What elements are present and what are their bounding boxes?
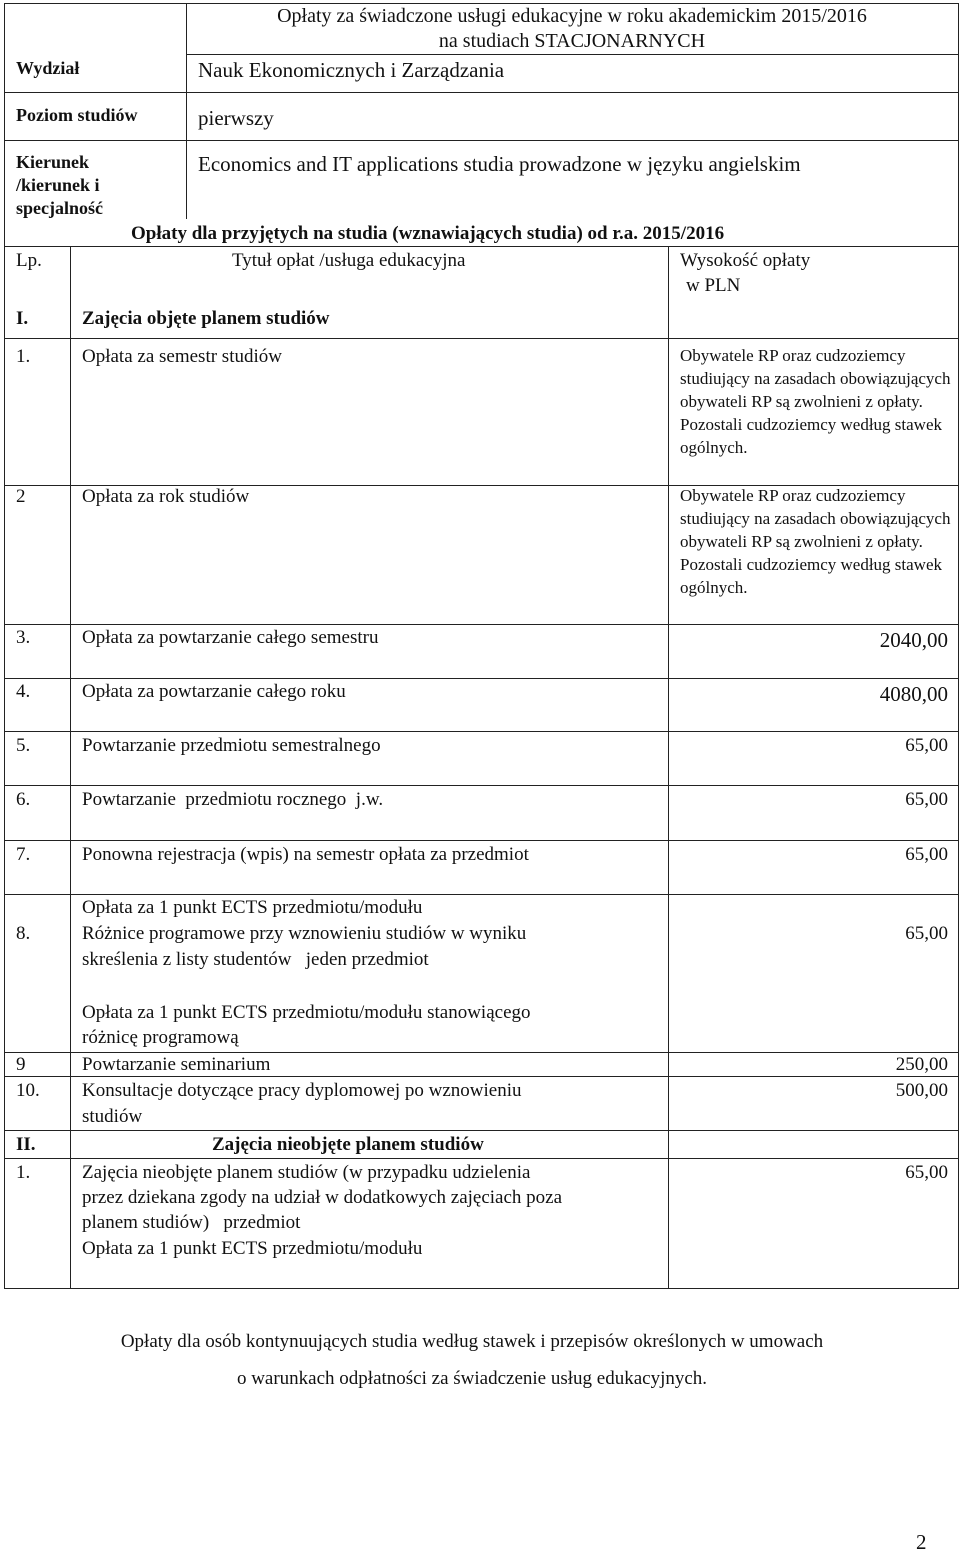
rule: [4, 840, 959, 841]
rule: [4, 1288, 959, 1289]
rule: [4, 3, 5, 1289]
row-title: Powtarzanie seminarium: [82, 1054, 271, 1075]
section-number: II.: [16, 1134, 36, 1155]
rule: [4, 624, 959, 625]
row-title: Konsultacje dotyczące pracy dyplomowej po wznowieniu: [82, 1080, 522, 1101]
row-subtitle: różnicę programową: [82, 1027, 239, 1048]
column-header-amount: Wysokość opłaty: [680, 250, 811, 271]
footer-note: Opłaty dla osób kontynuujących studia według stawek i przepisów określonych w umowach: [120, 1331, 824, 1352]
rule: [4, 1158, 959, 1159]
row-title: planem studiów) przedmiot: [82, 1212, 301, 1233]
row-title: Powtarzanie przedmiotu semestralnego: [82, 735, 381, 756]
row-number: 10.: [16, 1080, 40, 1101]
section-title: Zajęcia nieobjęte planem studiów: [212, 1134, 484, 1155]
row-amount: 250,00: [895, 1054, 948, 1075]
column-header-amount: w PLN: [686, 275, 741, 296]
row-number: 1.: [16, 346, 31, 367]
rule: [4, 731, 959, 732]
row-subtitle: Opłata za 1 punkt ECTS przedmiotu/modułu stanowiącego: [82, 1002, 531, 1023]
rule: [4, 678, 959, 679]
rule: [4, 140, 959, 141]
row-number: 1.: [16, 1162, 31, 1183]
row-title: przez dziekana zgody na udział w dodatkowych zajęciach poza: [82, 1187, 563, 1208]
row-number: 8.: [16, 923, 31, 944]
row-title: studiów: [82, 1106, 143, 1127]
rule: [4, 785, 959, 786]
row-number: 7.: [16, 844, 31, 865]
row-amount: 65,00: [905, 923, 948, 944]
field-label: specjalność: [16, 198, 103, 218]
page-number: 2: [916, 1530, 927, 1554]
fees-title: Opłaty dla przyjętych na studia (wznawiających studia) od r.a. 2015/2016: [131, 223, 725, 244]
row-title: Opłata za rok studiów: [82, 486, 250, 507]
row-title: Opłata za semestr studiów: [82, 346, 282, 367]
row-title: Opłata za powtarzanie całego roku: [82, 681, 346, 702]
rule: [4, 1130, 959, 1131]
row-amount: 4080,00: [879, 682, 948, 706]
row-title: Różnice programowe przy wznowieniu studiów w wyniku: [82, 923, 527, 944]
column-header-lp: Lp.: [16, 250, 42, 271]
row-number: 6.: [16, 789, 31, 810]
row-subtitle: Opłata za 1 punkt ECTS przedmiotu/modułu: [82, 1238, 423, 1259]
rule: [4, 894, 959, 895]
row-amount: 65,00: [905, 789, 948, 810]
row-number: 3.: [16, 627, 31, 648]
footer-note: o warunkach odpłatności za świadczenie usług edukacyjnych.: [236, 1368, 708, 1389]
rule: [4, 338, 959, 339]
row-amount: 65,00: [905, 844, 948, 865]
level-label: Poziom studiów: [16, 105, 138, 125]
row-title: Powtarzanie przedmiotu rocznego j.w.: [82, 789, 384, 810]
row-note: Obywatele RP oraz cudzoziemcy studiujący na zasadach obowiązujących obywateli RP są zwolnieni z opłaty. Pozostali cudzoziemcy według stawek ogólnych.: [680, 346, 951, 457]
row-subtitle: Opłata za 1 punkt ECTS przedmiotu/modułu: [82, 897, 423, 918]
row-number: 5.: [16, 735, 31, 756]
document-subtitle: na studiach STACJONARNYCH: [438, 30, 706, 52]
faculty-label: Wydział: [16, 58, 80, 78]
row-amount: 2040,00: [879, 628, 948, 652]
section-title: Zajęcia objęte planem studiów: [82, 308, 330, 329]
row-title: Opłata za powtarzanie całego semestru: [82, 627, 379, 648]
row-number: 2: [16, 486, 26, 507]
faculty-value: Nauk Ekonomicznych i Zarządzania: [198, 58, 505, 82]
rule: [4, 246, 959, 247]
row-number: 4.: [16, 681, 31, 702]
field-label: /kierunek i: [16, 175, 100, 195]
row-note: Obywatele RP oraz cudzoziemcy studiujący na zasadach obowiązujących obywateli RP są zwolnieni z opłaty. Pozostali cudzoziemcy według stawek ogólnych.: [680, 486, 951, 597]
field-value: Economics and IT applications studia prowadzone w języku angielskim: [198, 152, 801, 176]
row-title: Zajęcia nieobjęte planem studiów (w przypadku udzielenia: [82, 1162, 531, 1183]
document-title: Opłaty za świadczone usługi edukacyjne w roku akademickim 2015/2016: [277, 5, 867, 27]
row-number: 9: [16, 1054, 26, 1075]
row-title: skreślenia z listy studentów jeden przedmiot: [82, 949, 429, 970]
rule: [70, 246, 71, 1289]
row-amount: 65,00: [905, 1162, 948, 1183]
rule: [4, 92, 959, 93]
level-value: pierwszy: [198, 106, 274, 130]
row-amount: 500,00: [895, 1080, 948, 1101]
rule: [186, 54, 959, 55]
rule: [958, 3, 959, 1289]
field-label: Kierunek: [16, 152, 90, 172]
section-number: I.: [16, 308, 29, 329]
rule: [668, 246, 669, 1289]
row-amount: 65,00: [905, 735, 948, 756]
row-title: Ponowna rejestracja (wpis) na semestr opłata za przedmiot: [82, 844, 529, 865]
column-header-title: Tytuł opłat /usługa edukacyjna: [232, 250, 466, 271]
